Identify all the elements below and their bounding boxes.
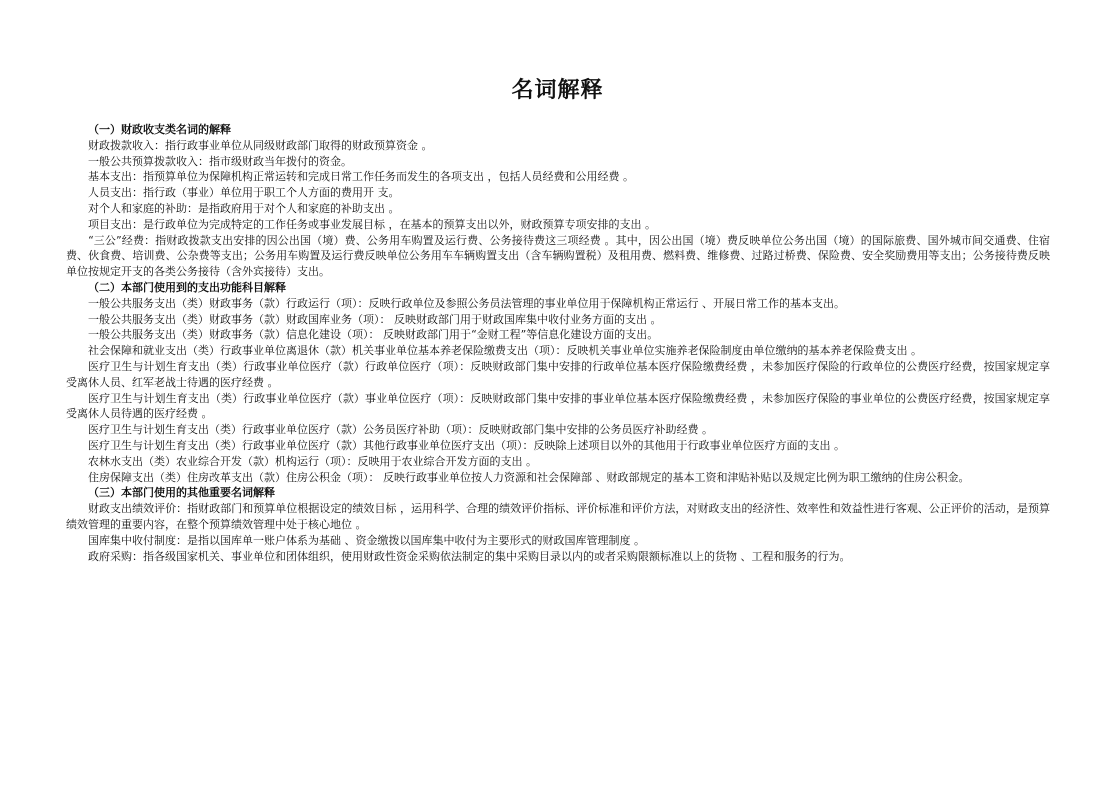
paragraph: 一般公共服务支出（类）财政事务（款）行政运行（项）：反映行政单位及参照公务员法管理的事业单位用于保障机构正常运行 、开展日常工作的基本支出。 <box>88 296 845 310</box>
paragraph: 医疗卫生与计划生育支出（类）行政事业单位医疗（款）公务员医疗补助（项）：反映财政部门集中安排的公务员医疗补助经费 。 <box>88 423 713 437</box>
document-body <box>66 122 1050 564</box>
paragraph: 人员支出：指行政（事业）单位用于职工个人方面的费用开 支。 <box>88 186 400 200</box>
paragraph: 财政拨款收入：指行政事业单位从同级财政部门取得的财政预算资金 。 <box>88 138 433 152</box>
section-heading-3: （三）本部门使用的其他重要名词解释 <box>88 486 275 500</box>
paragraph: 一般公共预算拨款收入：指市级财政当年拨付的资金。 <box>88 154 352 168</box>
paragraph: 财政支出绩效评价：指财政部门和预算单位根据设定的绩效目标 ，运用科学、合理的绩效评价指标、评价标准和评价方法，对财政支出的经济性、效率性和效益性进行客观、公正评价的活动，是预算绩效管理的重要内容，在整个预算绩效管理中处于核心地位 。 <box>66 502 1050 531</box>
section-heading-1: （一）财政收支类名词的解释 <box>88 123 231 136</box>
paragraph: 政府采购：指各级国家机关、事业单位和团体组织，使用财政性资金采购依法制定的集中采购目录以内的或者采购限额标准以上的货物 、工程和服务的行为。 <box>88 549 851 563</box>
paragraph: 社会保障和就业支出（类）行政事业单位离退休（款）机关事业单位基本养老保险缴费支出（项）：反映机关事业单位实施养老保险制度由单位缴纳的基本养老保险费支出 。 <box>88 344 922 358</box>
paragraph: 一般公共服务支出（类）财政事务（款）财政国库业务（项）： 反映财政部门用于财政国库集中收付业务方面的支出 。 <box>88 312 662 326</box>
paragraph: 医疗卫生与计划生育支出（类）行政事业单位医疗（款）其他行政事业单位医疗支出（项）：反映除上述项目以外的其他用于行政事业单位医疗方面的支出 。 <box>88 438 845 452</box>
paragraph: 对个人和家庭的补助：是指政府用于对个人和家庭的补助支出 。 <box>88 201 400 215</box>
paragraph: 医疗卫生与计划生育支出（类）行政事业单位医疗（款）行政单位医疗（项）：反映财政部门集中安排的行政单位基本医疗保险缴费经费 ，未参加医疗保险的行政单位的公费医疗经费，按国家规定享受离休人员、红军老战士待遇的医疗经费 。 <box>66 359 1050 389</box>
page-title: 名词解释 <box>511 77 604 103</box>
section-heading-2: （二）本部门使用到的支出功能科目解释 <box>88 280 286 294</box>
paragraph: 基本支出：指预算单位为保障机构正常运转和完成日常工作任务而发生的各项支出 ，包括人员经费和公用经费 。 <box>88 170 634 184</box>
paragraph: “三公”经费：指财政拨款支出安排的因公出国（境）费、公务用车购置及运行费、公务接待费这三项经费 。其中，因公出国（境）费反映单位公务出国（境）的国际旅费、国外城市间交通费、住宿费、伙食费、培训费、公杂费等支出；公务用车购置及运行费反映单位公务用车车辆购置支出（含车辆购置税）及租用费、燃料费、维修费、过路过桥费、保险费、安全奖励费用等支出；公务接待费反映单位按规定开支的各类公务接待（含外宾接待）支出。 <box>66 233 1050 279</box>
paragraph: 一般公共服务支出（类）财政事务（款）信息化建设（项）： 反映财政部门用于“金财工程”等信息化建设方面的支出。 <box>88 328 659 342</box>
paragraph: 医疗卫生与计划生育支出（类）行政事业单位医疗（款）事业单位医疗（项）：反映财政部门集中安排的事业单位基本医疗保险缴费经费 ，未参加医疗保险的事业单位的公费医疗经费，按国家规定享受离休人员待遇的医疗经费 。 <box>66 391 1050 421</box>
paragraph: 国库集中收付制度：是指以国库单一账户体系为基础 、资金缴拨以国库集中收付为主要形式的财政国库管理制度 。 <box>88 533 645 547</box>
paragraph: 住房保障支出（类）住房改革支出（款）住房公积金（项）： 反映行政事业单位按人力资源和社会保障部 、财政部规定的基本工资和津贴补贴以及规定比例为职工缴纳的住房公积金。 <box>88 470 970 484</box>
paragraph: 农林水支出（类）农业综合开发（款）机构运行（项）：反映用于农业综合开发方面的支出 。 <box>88 454 537 468</box>
paragraph: 项目支出：是行政单位为完成特定的工作任务或事业发展目标 ，在基本的预算支出以外，财政预算专项安排的支出 。 <box>88 217 656 231</box>
